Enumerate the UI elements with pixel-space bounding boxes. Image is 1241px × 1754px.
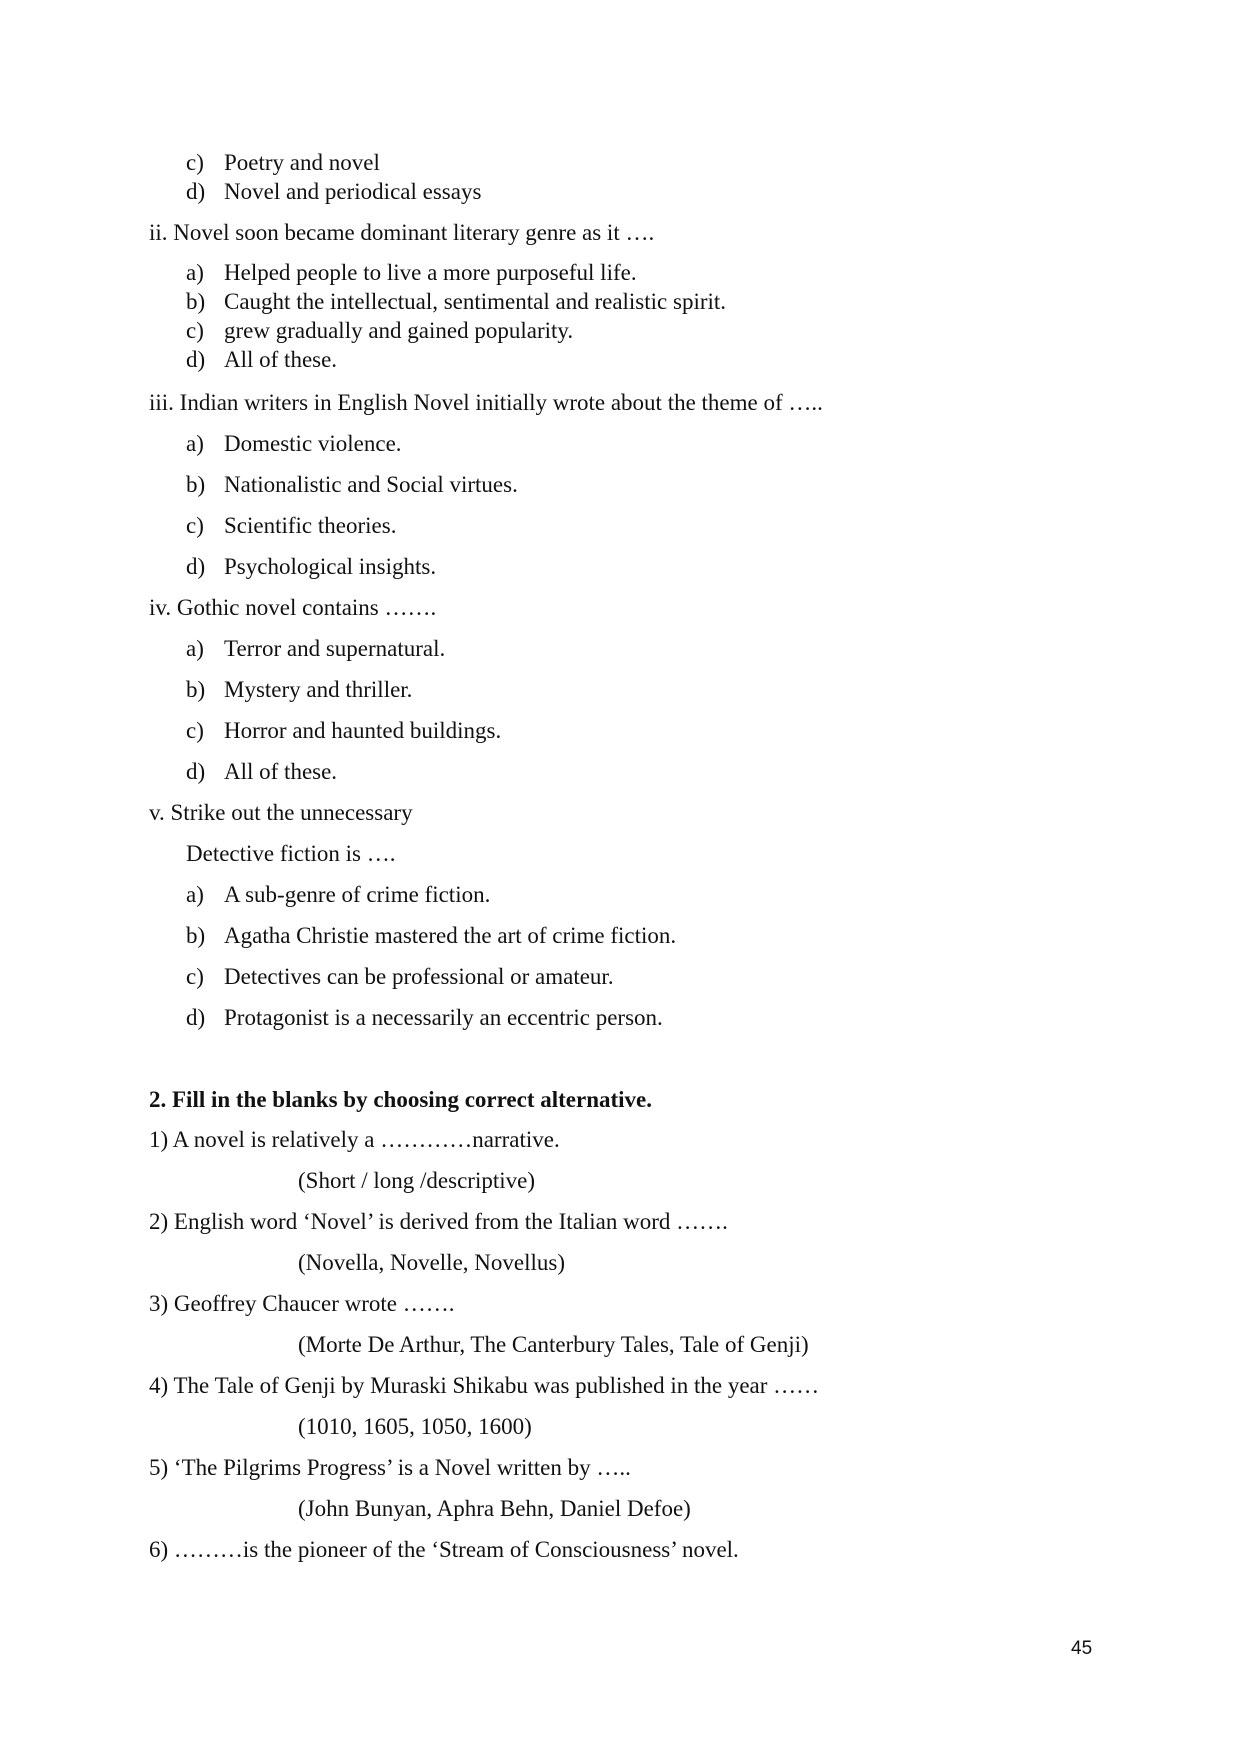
option-text: Horror and haunted buildings. xyxy=(224,718,502,743)
option-text: All of these. xyxy=(224,347,338,372)
answer-choices: (Short / long /descriptive) xyxy=(298,1168,535,1193)
option-text: Scientific theories. xyxy=(224,513,397,538)
option-label: c) xyxy=(186,318,204,343)
answer-choices: (Novella, Novelle, Novellus) xyxy=(298,1250,565,1275)
option-text: Nationalistic and Social virtues. xyxy=(224,472,518,497)
option-label: c) xyxy=(186,964,204,989)
option-label: c) xyxy=(186,513,204,538)
question-text: iii. Indian writers in English Novel initially wrote about the theme of ….. xyxy=(149,390,823,415)
option-text: Mystery and thriller. xyxy=(224,677,413,702)
answer-choices: (Morte De Arthur, The Canterbury Tales, Tale of Genji) xyxy=(298,1332,809,1357)
option-label: d) xyxy=(186,1005,206,1030)
question-text: 6) ………is the pioneer of the ‘Stream of Consciousness’ novel. xyxy=(149,1537,739,1562)
option-label: d) xyxy=(186,554,206,579)
question-text: iv. Gothic novel contains ……. xyxy=(149,595,437,620)
option-text: A sub-genre of crime fiction. xyxy=(224,882,491,907)
option-label: a) xyxy=(186,636,204,661)
answer-choices: (1010, 1605, 1050, 1600) xyxy=(298,1414,532,1439)
option-text: Helped people to live a more purposeful life. xyxy=(224,260,637,285)
option-label: d) xyxy=(186,179,206,204)
option-label: a) xyxy=(186,882,204,907)
option-label: a) xyxy=(186,431,204,456)
option-text: Poetry and novel xyxy=(224,150,380,175)
option-text: Agatha Christie mastered the art of crime fiction. xyxy=(224,923,677,948)
option-label: b) xyxy=(186,923,206,948)
option-text: Protagonist is a necessarily an eccentric person. xyxy=(224,1005,663,1030)
option-label: b) xyxy=(186,472,206,497)
question-text: 3) Geoffrey Chaucer wrote ……. xyxy=(149,1291,455,1316)
question-text: 4) The Tale of Genji by Muraski Shikabu was published in the year …… xyxy=(149,1373,820,1398)
question-text: 2) English word ‘Novel’ is derived from the Italian word ……. xyxy=(149,1209,728,1234)
question-text: v. Strike out the unnecessary xyxy=(149,800,413,825)
option-label: d) xyxy=(186,347,206,372)
option-label: c) xyxy=(186,718,204,743)
option-label: b) xyxy=(186,677,206,702)
option-text: Psychological insights. xyxy=(224,554,437,579)
option-label: c) xyxy=(186,150,204,175)
option-text: Novel and periodical essays xyxy=(224,179,482,204)
answer-choices: (John Bunyan, Aphra Behn, Daniel Defoe) xyxy=(298,1496,691,1521)
question-text: 1) A novel is relatively a …………narrative. xyxy=(149,1127,560,1152)
question-subtext: Detective fiction is …. xyxy=(186,841,396,866)
section-heading: 2. Fill in the blanks by choosing correct alternative. xyxy=(149,1087,653,1112)
option-text: Detectives can be professional or amateur. xyxy=(224,964,614,989)
option-text: grew gradually and gained popularity. xyxy=(224,318,574,343)
question-text: 5) ‘The Pilgrims Progress’ is a Novel written by ….. xyxy=(149,1455,631,1480)
option-text: Terror and supernatural. xyxy=(224,636,446,661)
option-label: b) xyxy=(186,289,206,314)
option-text: Domestic violence. xyxy=(224,431,402,456)
question-text: ii. Novel soon became dominant literary genre as it …. xyxy=(149,220,655,245)
option-text: Caught the intellectual, sentimental and realistic spirit. xyxy=(224,289,727,314)
option-label: d) xyxy=(186,759,206,784)
option-label: a) xyxy=(186,260,204,285)
option-text: All of these. xyxy=(224,759,338,784)
page-number: 45 xyxy=(1071,1638,1093,1659)
